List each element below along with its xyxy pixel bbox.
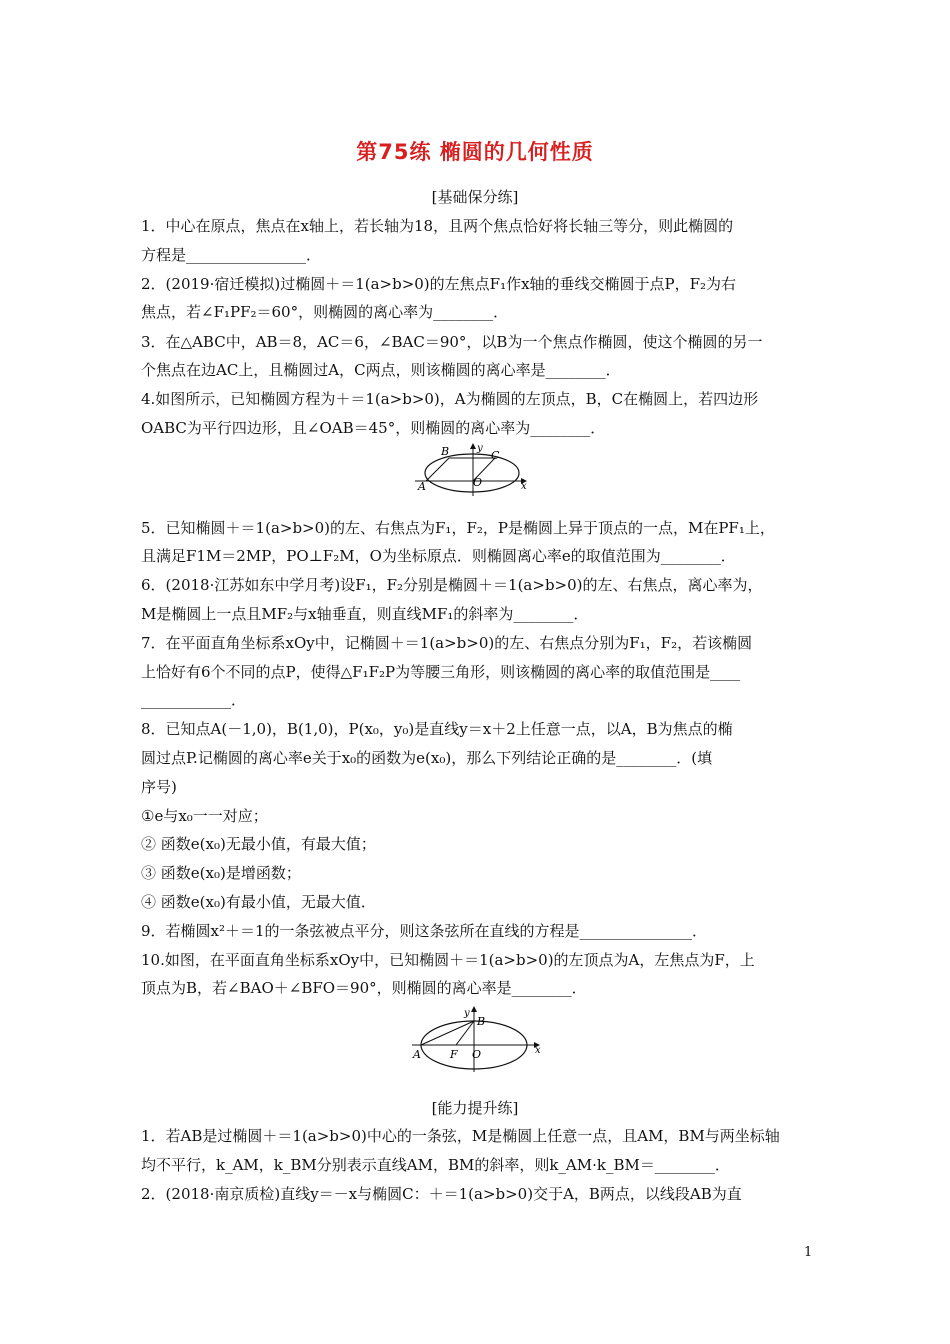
label-x: x: [521, 481, 527, 492]
text-line: 3．在△ABC中，AB＝8，AC＝6，∠BAC＝90°，以B为一个焦点作椭圆，使这个椭圆的另一: [141, 333, 763, 351]
label-y: y: [477, 443, 483, 454]
text-line: 8．已知点A(－1,0)，B(1,0)，P(x₀，y₀)是直线y＝x＋2上任意一点，以A，B为焦点的椭: [141, 720, 733, 738]
text-line: 4.如图所示，已知椭圆方程为＋＝1(a>b>0)，A为椭圆的左顶点，B，C在椭圆上，若四边形: [141, 390, 759, 408]
parallelogram-oabc: [426, 458, 495, 481]
text-line: 个焦点在边AC上，且椭圆过A，C两点，则该椭圆的离心率是________．: [141, 361, 621, 379]
page-number: 1: [804, 1245, 813, 1260]
label-a: A: [413, 1048, 421, 1061]
label-y: y: [464, 1008, 470, 1019]
label-b: B: [441, 445, 450, 458]
text-line: 9．若椭圆x²＋＝1的一条弦被点平分，则这条弦所在直线的方程是_______________．: [141, 922, 708, 940]
y-axis-arrow: [470, 443, 476, 449]
text-line: 焦点，若∠F₁PF₂＝60°，则椭圆的离心率为________．: [141, 303, 509, 321]
text-line: 5．已知椭圆＋＝1(a>b>0)的左、右焦点为F₁，F₂，P是椭圆上异于顶点的一点，M在PF₁上，: [141, 519, 775, 537]
page-title: 第75练 椭圆的几何性质: [356, 140, 594, 164]
label-f: F: [450, 1048, 458, 1061]
text-line: 1．中心在原点，焦点在x轴上，若长轴为18，且两个焦点恰好将长轴三等分，则此椭圆的: [141, 217, 734, 235]
list-item: ② 函数e(x₀)无最小值，有最大值；: [141, 835, 376, 853]
text-line: 序号): [141, 778, 177, 796]
text-line: 1．若AB是过椭圆＋＝1(a>b>0)中心的一条弦，M是椭圆上任意一点，且AM，BM与两坐标轴: [141, 1127, 780, 1145]
text-line: 上恰好有6个不同的点P，使得△F₁F₂P为等腰三角形，则该椭圆的离心率的取值范围是____: [141, 663, 741, 681]
text-line: 顶点为B，若∠BAO＋∠BFO＝90°，则椭圆的离心率是________．: [141, 979, 587, 997]
y-axis-arrow: [471, 1006, 477, 1012]
text-line: 2．(2019·宿迁模拟)过椭圆＋＝1(a>b>0)的左焦点F₁作x轴的垂线交椭圆于点P，F₂为右: [141, 275, 737, 293]
ellipse-figure-2: [408, 1002, 548, 1072]
text-line: 均不平行，k_AM，k_BM分别表示直线AM，BM的斜率，则k_AM·k_BM＝________．: [141, 1156, 730, 1174]
text-line: 方程是________________．: [141, 246, 322, 264]
text-line: ____________．: [141, 691, 247, 709]
text-line: 圆过点P.记椭圆的离心率e关于x₀的函数为e(x₀)，那么下列结论正确的是________．(填: [141, 749, 713, 767]
list-item: ④ 函数e(x₀)有最小值，无最大值．: [141, 893, 376, 911]
text-line: 6．(2018·江苏如东中学月考)设F₁，F₂分别是椭圆＋＝1(a>b>0)的左、右焦点，离心率为，: [141, 576, 763, 594]
label-a: A: [418, 480, 426, 493]
text-line: M是椭圆上一点且MF₂与x轴垂直，则直线MF₁的斜率为________．: [141, 605, 589, 623]
text-line: OABC为平行四边形，且∠OAB＝45°，则椭圆的离心率为________．: [141, 419, 606, 437]
label-o: O: [473, 476, 483, 489]
ellipse-curve: [425, 454, 519, 492]
label-b: B: [477, 1015, 486, 1028]
text-line: 且满足F1M＝2MP，PO⊥F₂M，O为坐标原点．则椭圆离心率e的取值范围为________．: [141, 547, 736, 565]
label-c: C: [491, 449, 500, 462]
label-x: x: [535, 1045, 541, 1056]
list-item: ③ 函数e(x₀)是增函数；: [141, 864, 301, 882]
text-line: 7．在平面直角坐标系xOy中，记椭圆＋＝1(a>b>0)的左、右焦点分别为F₁，F₂，若该椭圆: [141, 634, 753, 652]
text-line: 2．(2018·南京质检)直线y＝－x与椭圆C：＋＝1(a>b>0)交于A，B两点，以线段AB为直: [141, 1185, 742, 1203]
label-o: O: [472, 1048, 482, 1061]
section-advanced: [能力提升练]: [431, 1099, 519, 1117]
section-basic: [基础保分练]: [431, 188, 519, 206]
ellipse-figure-1: [415, 441, 530, 496]
list-item: ①e与x₀一一对应；: [141, 807, 268, 825]
text-line: 10.如图，在平面直角坐标系xOy中，已知椭圆＋＝1(a>b>0)的左顶点为A，左焦点为F，上: [141, 951, 755, 969]
